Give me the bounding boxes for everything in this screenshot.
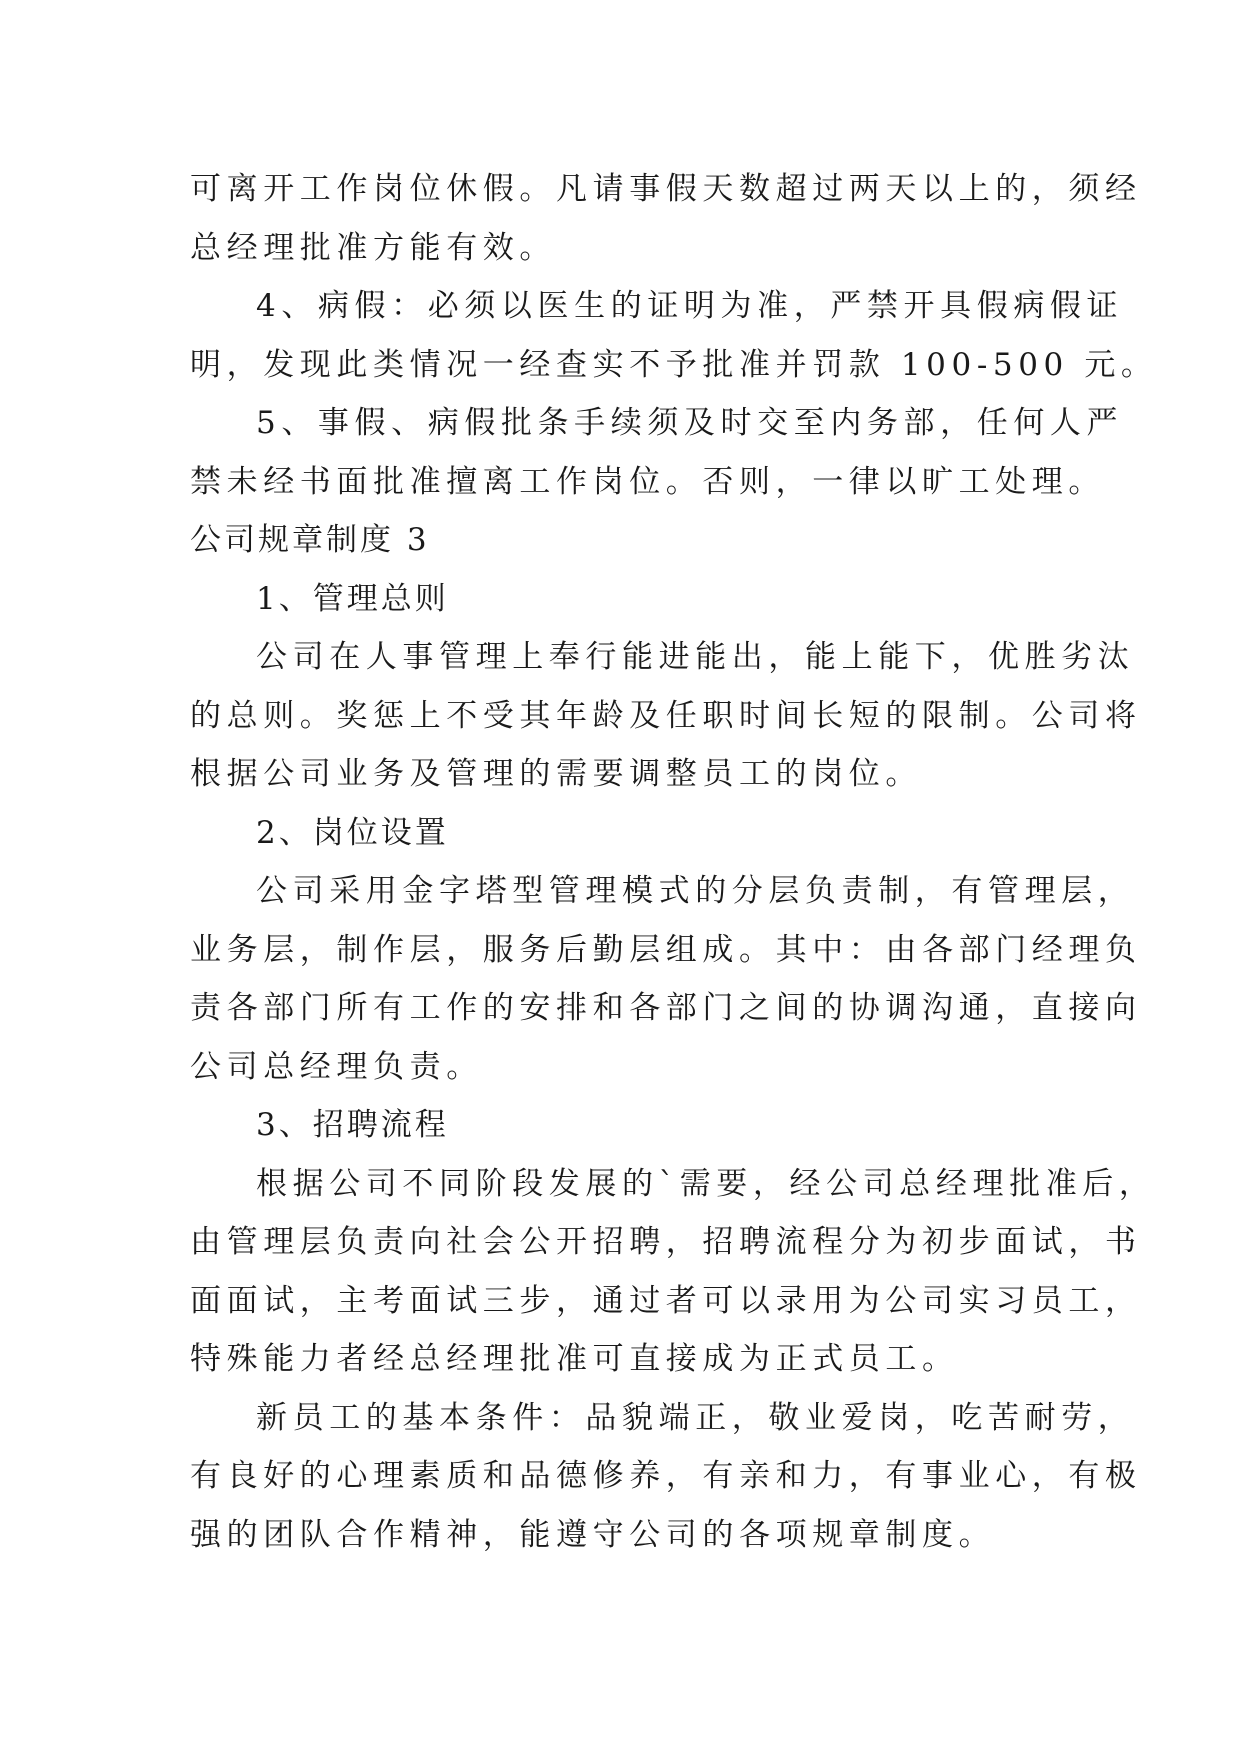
paragraph-line: 公司采用金字塔型管理模式的分层负责制，有管理层， xyxy=(256,873,1135,909)
paragraph-line: 的总则。奖惩上不受其年龄及任职时间长短的限制。公司将 xyxy=(190,697,1142,734)
paragraph-line: 4、病假：必须以医生的证明为准，严禁开具假病假证 xyxy=(256,288,1124,324)
paragraph-line: 责各部门所有工作的安排和各部门之间的协调沟通，直接向 xyxy=(190,990,1142,1026)
subsection-heading: 2、岗位设置 xyxy=(256,814,449,851)
paragraph-line: 根据公司不同阶段发展的`需要，经公司总经理批准后， xyxy=(256,1165,1156,1202)
paragraph-line: 面面试，主考面试三步，通过者可以录用为公司实习员工， xyxy=(190,1282,1142,1319)
paragraph-line: 根据公司业务及管理的需要调整员工的岗位。 xyxy=(190,756,922,792)
paragraph-line: 由管理层负责向社会公开招聘，招聘流程分为初步面试，书 xyxy=(190,1224,1142,1260)
paragraph-line: 有良好的心理素质和品德修养，有亲和力，有事业心，有极 xyxy=(190,1458,1142,1494)
paragraph-line: 公司总经理负责。 xyxy=(190,1048,483,1085)
document-body xyxy=(190,160,1158,1564)
paragraph-line: 可离开工作岗位休假。凡请事假天数超过两天以上的，须经 xyxy=(190,171,1142,207)
paragraph-line: 明，发现此类情况一经查实不予批准并罚款 100-500 元。 xyxy=(190,346,1158,383)
paragraph-line: 新员工的基本条件：品貌端正，敬业爱岗，吃苦耐劳， xyxy=(256,1399,1135,1436)
section-title: 公司规章制度 3 xyxy=(190,522,430,558)
paragraph-line: 强的团队合作精神，能遵守公司的各项规章制度。 xyxy=(190,1516,996,1553)
paragraph-line: 总经理批准方能有效。 xyxy=(190,229,556,266)
subsection-heading: 1、管理总则 xyxy=(256,580,449,617)
paragraph-line: 业务层，制作层，服务后勤层组成。其中：由各部门经理负 xyxy=(190,931,1142,968)
paragraph-line: 5、事假、病假批条手续须及时交至内务部，任何人严 xyxy=(256,405,1124,441)
paragraph-line: 特殊能力者经总经理批准可直接成为正式员工。 xyxy=(190,1341,959,1377)
subsection-heading: 3、招聘流程 xyxy=(256,1107,449,1143)
paragraph-line: 公司在人事管理上奉行能进能出，能上能下，优胜劣汰 xyxy=(256,639,1135,675)
paragraph-line: 禁未经书面批准擅离工作岗位。否则，一律以旷工处理。 xyxy=(190,463,1105,500)
